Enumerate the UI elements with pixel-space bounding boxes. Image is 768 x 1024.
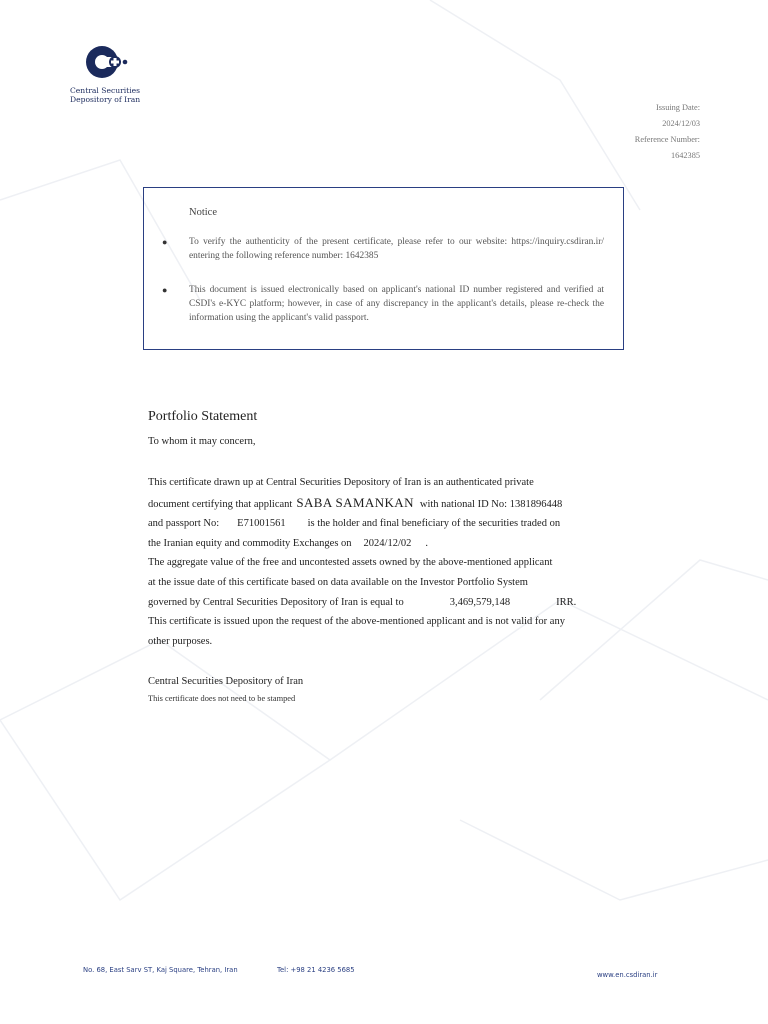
statement-line [148,534,628,554]
statement-line [148,553,628,573]
statement-line [148,473,628,493]
bullet-icon: ● [162,237,168,247]
notice-item [162,283,604,325]
statement-line [148,514,628,534]
statement-body [148,473,628,651]
signature-org: Central Securities Depository of Iran [148,676,304,687]
national-id: 1381896448 [509,498,563,510]
currency: IRR. [556,596,577,608]
csdi-logo-icon [84,42,130,82]
statement-line [148,573,628,593]
statement-text: The aggregate value of the free and uncontested assets owned by the above-mentioned applicant [148,557,553,569]
notice-item-text: This document is issued electronically based on applicant's national ID number registered and verified at CSDI's e-KYC platform; however, in case of any discrepancy in the applicant's details, please re-check the information using the applicant's valid passport. [189,285,604,323]
notice-item-text: To verify the authenticity of the present certificate, please refer to our website: https://inquiry.csdiran.ir/ entering the following reference number: 1642385 [189,237,604,261]
footer-tel: Tel: +98 21 4236 5685 [277,966,355,974]
logo-line1: Central Securities [70,86,141,95]
applicant-name: SABA SAMANKAN [296,494,414,510]
issuing-date-value: 2024/12/03 [662,119,700,128]
passport-number: E71001561 [237,518,286,530]
statement-text: the Iranian equity and commodity Exchanges on [148,537,352,549]
reference-number-value: 1642385 [670,151,700,160]
reference-number-label: Reference Number: [634,135,700,144]
statement-text: governed by Central Securities Depository of Iran is equal to [148,596,404,608]
bullet-icon: ● [162,285,168,295]
footer-address: No. 68, East Sarv ST, Kaj Square, Tehran, Iran [83,966,238,974]
statement-line [148,593,628,613]
greeting: To whom it may concern, [148,436,256,447]
statement-line [148,612,628,632]
footer-website-link[interactable]: www.en.csdiran.ir [597,971,658,979]
statement-text: is the holder and final beneficiary of the securities traded on [307,518,561,530]
issue-info [635,100,700,164]
statement-line [148,632,628,652]
notice-item [162,235,604,263]
statement-text: This certificate drawn up at Central Securities Depository of Iran is an authenticated private [148,477,534,488]
signature-note: This certificate does not need to be stamped [148,694,296,703]
statement-text: with national ID No: [419,498,508,510]
statement-text: This certificate is issued upon the request of the above-mentioned applicant and is not valid for any [148,616,565,628]
notice-title: Notice [189,207,217,218]
statement-text: at the issue date of this certificate based on data available on the Investor Portfolio System [148,576,528,588]
csdi-logo [70,42,160,104]
notice-list [162,235,604,325]
statement-text: document certifying that applicant [148,498,293,510]
page-title: Portfolio Statement [148,409,258,424]
issuing-date-label: Issuing Date: [655,103,700,112]
statement-line [148,493,628,515]
holding-date: 2024/12/02 [363,537,412,549]
asset-amount: 3,469,579,148 [449,596,511,608]
notice-box [143,187,624,350]
statement-text: . [425,537,428,549]
statement-text: other purposes. [148,635,213,647]
logo-line2: Depository of Iran [70,95,141,104]
statement-text: and passport No: [148,518,220,530]
